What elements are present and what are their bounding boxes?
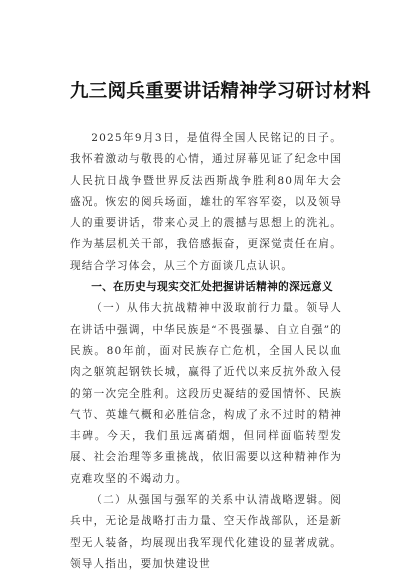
section-heading: 一、在历史与现实交汇处把握讲话精神的深远意义 xyxy=(91,281,334,294)
paragraph-2: （二）从强国与强军的关系中认清战略逻辑。阅兵中，无论是战略打击力量、空天作战部队，还是新型无人装备，均展现出我军现代化建设的显著成就。领导人指出，要加快建设世 xyxy=(70,494,342,570)
document-title: 九三阅兵重要讲话精神学习研讨材料 xyxy=(70,81,371,102)
intro-paragraph: 2025年9月3日，是值得全国人民铭记的日子。我怀着激动与敬畏的心情，通过屏幕见证了纪念中国人民抗日战争暨世界反法西斯战争胜利80周年大会盛况。恢宏的阅兵场面，雄壮的军容军姿，以及领导人的重要讲话，带来心灵上的震撼与思想上的洗礼。作为基层机关干部，我倍感振奋，更深觉责任在肩。现结合学习体会，从三个方面谈几点认识。 xyxy=(70,132,342,272)
document-body xyxy=(70,128,342,575)
paragraph-1: （一）从伟大抗战精神中汲取前行力量。领导人在讲话中强调，中华民族是“不畏强暴、自立自强”的民族。80年前，面对民族存亡危机，全国人民以血肉之躯筑起钢铁长城，赢得了近代以来反抗外敌入侵的第一次完全胜利。这段历史凝结的爱国情怀、民族气节、英雄气概和必胜信念，构成了永不过时的精神丰碑。今天，我们虽远离硝烟，但同样面临转型发展、社会治理等多重挑战，依旧需要以这种精神作为克难攻坚的不竭动力。 xyxy=(70,302,342,485)
